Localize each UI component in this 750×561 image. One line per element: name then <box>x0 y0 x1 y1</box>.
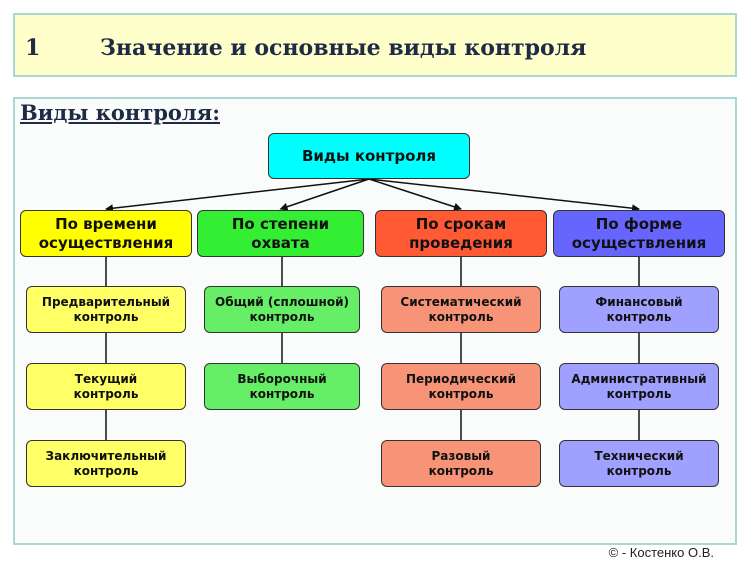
control-type-4-1-line-1: Финансовый <box>595 294 683 309</box>
control-type-2-2 <box>204 363 360 410</box>
category-node-2-line-1: По степени <box>231 214 330 233</box>
category-node-2 <box>197 210 364 257</box>
control-type-4-2-line-1: Административный <box>571 371 707 386</box>
category-node-3 <box>375 210 547 257</box>
control-type-3-2-line-2: контроль <box>428 386 494 401</box>
control-type-1-3-line-1: Заключительный <box>45 448 167 463</box>
control-type-1-2-line-2: контроль <box>73 386 139 401</box>
control-type-4-1-line-2: контроль <box>606 309 672 324</box>
control-type-2-1 <box>204 286 360 333</box>
control-type-1-1-line-1: Предварительный <box>41 294 171 309</box>
slide-title: Значение и основные виды контроля <box>100 35 587 61</box>
root-node: Виды контроля <box>268 133 470 179</box>
control-type-4-3-line-2: контроль <box>606 463 672 478</box>
control-type-3-3-line-2: контроль <box>428 463 494 478</box>
category-node-1 <box>20 210 192 257</box>
control-type-3-2-line-1: Периодический <box>406 371 516 386</box>
control-type-4-1 <box>559 286 719 333</box>
control-type-4-3-line-1: Технический <box>594 448 684 463</box>
control-type-3-1 <box>381 286 541 333</box>
control-type-4-2 <box>559 363 719 410</box>
control-type-2-1-line-2: контроль <box>249 309 315 324</box>
control-type-2-1-line-1: Общий (сплошной) <box>215 294 349 309</box>
control-type-3-1-line-2: контроль <box>428 309 494 324</box>
category-node-3-line-1: По срокам <box>415 214 507 233</box>
control-type-1-3 <box>26 440 186 487</box>
control-type-1-1 <box>26 286 186 333</box>
panel-title: Виды контроля: <box>20 100 221 125</box>
category-node-4-line-1: По форме <box>595 214 683 233</box>
control-type-4-3 <box>559 440 719 487</box>
control-type-1-1-line-2: контроль <box>73 309 139 324</box>
control-type-1-2-line-1: Текущий <box>74 371 138 386</box>
copyright-note: © - Костенко О.В. <box>608 545 714 560</box>
control-type-1-2 <box>26 363 186 410</box>
control-type-3-1-line-1: Систематический <box>400 294 522 309</box>
category-node-3-line-2: проведения <box>409 233 513 252</box>
control-type-1-3-line-2: контроль <box>73 463 139 478</box>
category-node-4-line-2: осуществления <box>571 233 707 252</box>
control-type-3-3 <box>381 440 541 487</box>
section-number: 1 <box>25 35 41 61</box>
arrow-root-to-category-4 <box>369 179 639 209</box>
control-type-3-2 <box>381 363 541 410</box>
category-node-4 <box>553 210 725 257</box>
control-type-2-2-line-2: контроль <box>249 386 315 401</box>
arrow-root-to-category-1 <box>106 179 369 209</box>
control-type-4-2-line-2: контроль <box>606 386 672 401</box>
control-type-3-3-line-1: Разовый <box>431 448 491 463</box>
category-node-1-line-2: осуществления <box>38 233 174 252</box>
category-node-2-line-2: охвата <box>251 233 310 252</box>
category-node-1-line-1: По времени <box>55 214 157 233</box>
control-type-2-2-line-1: Выборочный <box>237 371 327 386</box>
